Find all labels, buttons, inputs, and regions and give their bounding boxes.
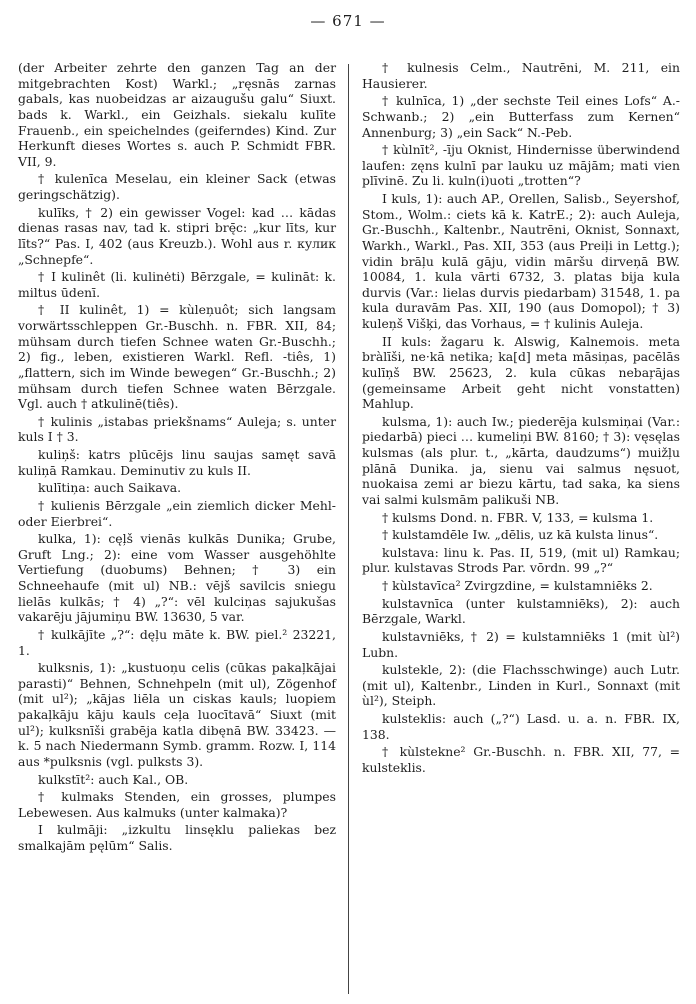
dictionary-entry: (der Arbeiter zehrte den ganzen Tag an der mitgebrachten Kost) Warkl.; „ręsnās zarnas gabals, kas nuobeidzas ar aizaugušu galu“ Siuxt. bads k. Warkl., ein Geizhals. siekalu kulīte Frauenb., ein speichelndes (geiferndes) Kind. Zur Herkunft dieses Wortes s. auch P. Schmidt FBR. VII, 9. [18,60,336,169]
dictionary-entry: kulītiņa: auch Saikava. [38,480,182,496]
dictionary-entry: I kuls, 1): auch AP., Orellen, Salisb., Seyershof, Stom., Wolm.: ciets kā k. KatrE.; 2): auch Auleja, Gr.-Buschh., Kaltenbr., Nautrēni, Oknist, Sonnaxt, Warkh., Warkl., Pas. XII, 353 (aus Preiļi in Lettg.); vidin brāļu kulā gāju, vidin māršu dirveņā BW. 10084, 1. kula vārti 6732, 3. platas bija kula durvis (Var.: lielas durvis piedarbam) 31548, 1. pa kula duravām Pas. XII, 190 (aus Domopol); † 3) kuleņš Višķi, das Vorhaus, = † kulinis Auleja. [362,191,680,331]
dictionary-entry: † kulinis „istabas priekšnams“ Auleja; s. unter kuls I † 3. [18,413,336,445]
dictionary-entry: kuliņš: katrs plūcējs linu saujas samęt savā kuliņā Ramkau. Deminutiv zu kuls II. [18,447,336,478]
dictionary-entry: II kuls: žagaru k. Alswig, Kalnemois. meta bràlīši, ne·kā netika; ka[d] meta māsiņas, pacēlās kulīņš BW. 25623, 2. kula cūkas nebaŗājas (gemeinsame Arbeit geht nicht vonstatten) Mahlup. [362,333,680,412]
dictionary-entry: kulstavnīca (unter kulstamniēks), 2): auch Bērzgale, Warkl. [362,595,680,627]
dictionary-entry: kulsteklis: auch („?“) Lasd. u. a. n. FBR. IX, 138. [362,711,680,742]
column-divider [348,64,349,994]
dictionary-entry: kulksnis, 1): „kustuoņu celis (cūkas pakaļkājai parasti)“ Behnen, Schnehpeln (mit ul), Zögenhof (mit ul²); „kājas liēla un ciskas kauls; luopiem pakaļkāju kāju kauls ceļa luocītavā“ Siuxt (mit ul²); kulksnīši grabēja katla dibęnā BW. 33423. — k. 5 nach Niedermann Symb. gramm. Rozw. I, 114 aus *pulksnis (vgl. pulksts 3). [18,660,336,769]
dictionary-entry: † kulenīca Meselau, ein kleiner Sack (etwas geringschätzig). [18,171,336,202]
dictionary-entry: † kùlstavīca² Zvirgzdine, = kulstamniēks 2. [382,578,653,593]
right-column [362,60,680,778]
left-column [18,60,336,856]
dictionary-entry: kulkstīt²: auch Kal., OB. [38,771,189,787]
dictionary-entry: † kulstamdēle Iw. „dēlis, uz kā kulsta linus“. [382,527,659,543]
dictionary-entry: † I kulinêt (li. kulinėti) Bērzgale, = kulināt: k. miltus ūdenī. [18,269,336,300]
dictionary-entry: † kùlstekne² Gr.-Buschh. n. FBR. XII, 77, = kulsteklis. [362,744,680,775]
dictionary-entry: † kulnīca, 1) „der sechste Teil eines Lofs“ A.-Schwanb.; 2) „ein Butterfass zum Kernen“ Annenburg; 3) „ein Sack“ N.-Peb. [362,93,680,140]
dictionary-entry: † kulienis Bērzgale „ein ziemlich dicker Mehl- oder Eierbrei“. [18,497,336,529]
dictionary-entry: † kulnesis Celm., Nautrēni, M. 211, ein Hausierer. [362,60,680,91]
dictionary-entry: † II kulinêt, 1) = kùleņuôt; sich langsam vorwärtsschleppen Gr.-Buschh. n. FBR. XII, 84; mühsam durch tiefen Schnee waten Gr.-Buschh.; 2) fig., leben, existieren Warkl. Refl. -tiês, 1) „flattern, sich im Winde bewegen“ Gr.-Buschh.; 2) mühsam durch tiefen Schnee waten Bērzgale. Vgl. auch † atkulinē(tiês). [18,302,336,412]
dictionary-entry: kulīks, † 2) ein gewisser Vogel: kad … kādas dienas rasas nav, tad k. stipri brę̄c: „kur līts, kur līts?“ Pas. I, 402 (aus Kreuzb.). Wohl aus r. кулик „Schnepfe“. [18,204,336,267]
dictionary-entry: † kulmaks Stenden, ein grosses, plumpes Lebewesen. Aus kalmuks (unter kalmaka)? [18,789,336,820]
dictionary-entry: † kulsms Dond. n. FBR. V, 133, = kulsma 1. [382,509,654,525]
page-number: — 671 — [310,12,386,30]
dictionary-entry: kulstava: linu k. Pas. II, 519, (mit ul) Ramkau; plur. kulstavas Strods Par. vōrdn. 99 „?“ [362,544,680,576]
dictionary-entry: kulstekle, 2): (die Flachsschwinge) auch Lutr. (mit ul), Kaltenbr., Linden in Kurl., Sonnaxt (mit ùl²), Steiph. [362,662,680,709]
dictionary-entry: † kùlnīt², -īju Oknist, Hindernisse überwindend laufen: zęns kulnī par lauku uz mājām; mati vien plīvinē. Zu li. kuln(i)uoti „trotten“? [362,142,680,189]
dictionary-entry: † kulkājīte „?“: dęļu māte k. BW. piel.² 23221, 1. [18,626,336,658]
dictionary-entry: kulstavniēks, † 2) = kulstamniēks 1 (mit ùl²) Lubn. [362,628,680,660]
dictionary-entry: kulka, 1): cęļš vienās kulkās Dunika; Grube, Gruft Lng.; 2): eine vom Wasser ausgehöhlte Vertiefung (duobums) Behnen; † 3) ein Schneehaufe (mit ul) NB.: vējš savilcis sniegu lielās kulkās; † 4) „?“: vēl kulciņas sajukušas vakarēju jājumiņu BW. 13630, 5 var. [18,531,336,625]
dictionary-entry: kulsma, 1): auch Iw.; piederēja kulsmiņai (Var.: piedarbā) pieci … kumeliņi BW. 8160; † 3): vęsęlas kulsmas (als plur. t., „kārta, daudzums“) muižļu plānā Dunika. ja, sienu vai salmus nęsuot, nuokaisa zemi ar biezu kārtu, tad saka, ka siens vai salmi kulsmām palikuši NB. [362,413,680,507]
dictionary-entry: I kulmāji: „izkultu linsęklu paliekas bez smalkajām pęlūm“ Salis. [18,822,336,853]
